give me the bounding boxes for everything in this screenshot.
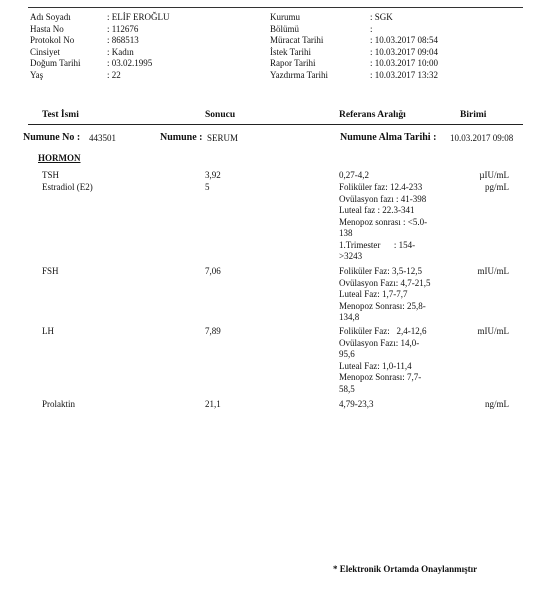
test-unit: mIU/mL: [477, 266, 509, 276]
patient-label-name: Adı Soyadı: [30, 12, 71, 22]
inst-label-bolum: Bölümü: [270, 23, 300, 34]
inst-label-istek: İstek Tarihi: [270, 46, 311, 57]
reference-line: 138: [339, 228, 353, 238]
inst-label-kurum: Kurumu: [270, 12, 300, 22]
reference-line: Menopoz Sonrası: 7,7-: [339, 372, 422, 382]
test-unit: pg/mL: [485, 182, 509, 192]
column-header-result: Sonucu: [205, 110, 236, 120]
test-name: TSH: [42, 170, 60, 180]
reference-line: Luteal faz : 22.3-341: [339, 205, 415, 215]
patient-value-gender: : Kadın: [107, 46, 134, 57]
test-name: Estradiol (E2): [42, 182, 93, 192]
test-unit: µIU/mL: [479, 170, 509, 180]
sample-no-label: Numune No :: [23, 132, 81, 143]
reference-line: Foliküler Faz: 3,5-12,5: [339, 266, 422, 276]
reference-line: Menopoz Sonrası: 25,8-: [339, 300, 426, 311]
reference-line: 95,6: [339, 349, 355, 359]
inst-value-yazdirma: : 10.03.2017 13:32: [370, 69, 439, 80]
sample-no-value: 443501: [89, 133, 116, 143]
test-unit: mIU/mL: [477, 326, 509, 336]
reference-line: 58,5: [339, 383, 355, 394]
test-unit: ng/mL: [485, 399, 509, 409]
inst-label-muracat: Müracat Tarihi: [270, 35, 324, 45]
header-rule: [28, 124, 523, 125]
test-name: FSH: [42, 266, 59, 276]
inst-value-kurum: : SGK: [370, 12, 393, 22]
reference-line: Ovülasyon fazı : 41-398: [339, 193, 427, 204]
approval-note: * Elektronik Ortamda Onaylanmıştır: [333, 564, 478, 574]
section-title: HORMON: [38, 153, 81, 163]
sample-type-value: SERUM: [207, 133, 239, 143]
patient-label-id: Hasta No: [30, 23, 64, 34]
reference-line: Foliküler faz: 12.4-233: [339, 182, 423, 192]
patient-value-age: : 22: [107, 69, 121, 80]
reference-line: 0,27-4,2: [339, 170, 369, 180]
reference-line: 4,79-23,3: [339, 399, 374, 409]
patient-label-age: Yaş: [30, 69, 44, 80]
patient-label-gender: Cinsiyet: [30, 46, 61, 57]
sample-type-label: Numune :: [160, 132, 203, 143]
test-result: 7,89: [205, 326, 221, 336]
test-reference: [339, 170, 444, 182]
sample-date-value: 10.03.2017 09:08: [450, 133, 514, 143]
patient-label-protocol: Protokol No: [30, 35, 75, 45]
patient-value-name: : ELİF EROĞLU: [107, 12, 170, 22]
reference-line: Menopoz sonrası : <5.0-: [339, 216, 428, 227]
inst-label-rapor: Rapor Tarihi: [270, 58, 316, 68]
reference-line: Ovülasyon Fazı: 4,7-21,5: [339, 277, 431, 288]
column-header-unit: Birimi: [460, 110, 487, 120]
top-rule: [28, 7, 523, 8]
reference-line: >3243: [339, 251, 363, 261]
reference-line: 1.Trimester : 154-: [339, 239, 416, 250]
test-result: 21,1: [205, 399, 221, 409]
test-reference: [339, 399, 444, 411]
inst-value-istek: : 10.03.2017 09:04: [370, 46, 439, 57]
inst-value-rapor: : 10.03.2017 10:00: [370, 58, 439, 68]
patient-label-birthdate: Doğum Tarihi: [30, 58, 81, 68]
test-name: LH: [42, 326, 54, 336]
inst-value-bolum: :: [370, 23, 373, 34]
column-header-test: Test İsmi: [42, 110, 79, 120]
test-reference: [339, 266, 444, 324]
column-header-reference: Referans Aralığı: [339, 110, 406, 120]
test-reference: [339, 326, 444, 395]
test-result: 5: [205, 182, 210, 192]
sample-date-label: Numune Alma Tarihi :: [340, 132, 437, 143]
reference-line: Foliküler Faz: 2,4-12,6: [339, 326, 427, 336]
reference-line: 134,8: [339, 312, 360, 322]
patient-value-protocol: : 868513: [107, 35, 139, 45]
inst-value-muracat: : 10.03.2017 08:54: [370, 35, 439, 45]
reference-line: Ovülasyon Fazı: 14,0-: [339, 337, 420, 348]
test-name: Prolaktin: [42, 399, 75, 409]
patient-value-birthdate: : 03.02.1995: [107, 58, 153, 68]
patient-value-id: : 112676: [107, 23, 139, 34]
reference-line: Luteal Faz: 1,7-7,7: [339, 289, 408, 299]
test-result: 7,06: [205, 266, 221, 276]
test-result: 3,92: [205, 170, 221, 180]
reference-line: Luteal Faz: 1,0-11,4: [339, 360, 412, 371]
inst-label-yazdirma: Yazdırma Tarihi: [270, 69, 329, 80]
test-reference: [339, 182, 444, 263]
